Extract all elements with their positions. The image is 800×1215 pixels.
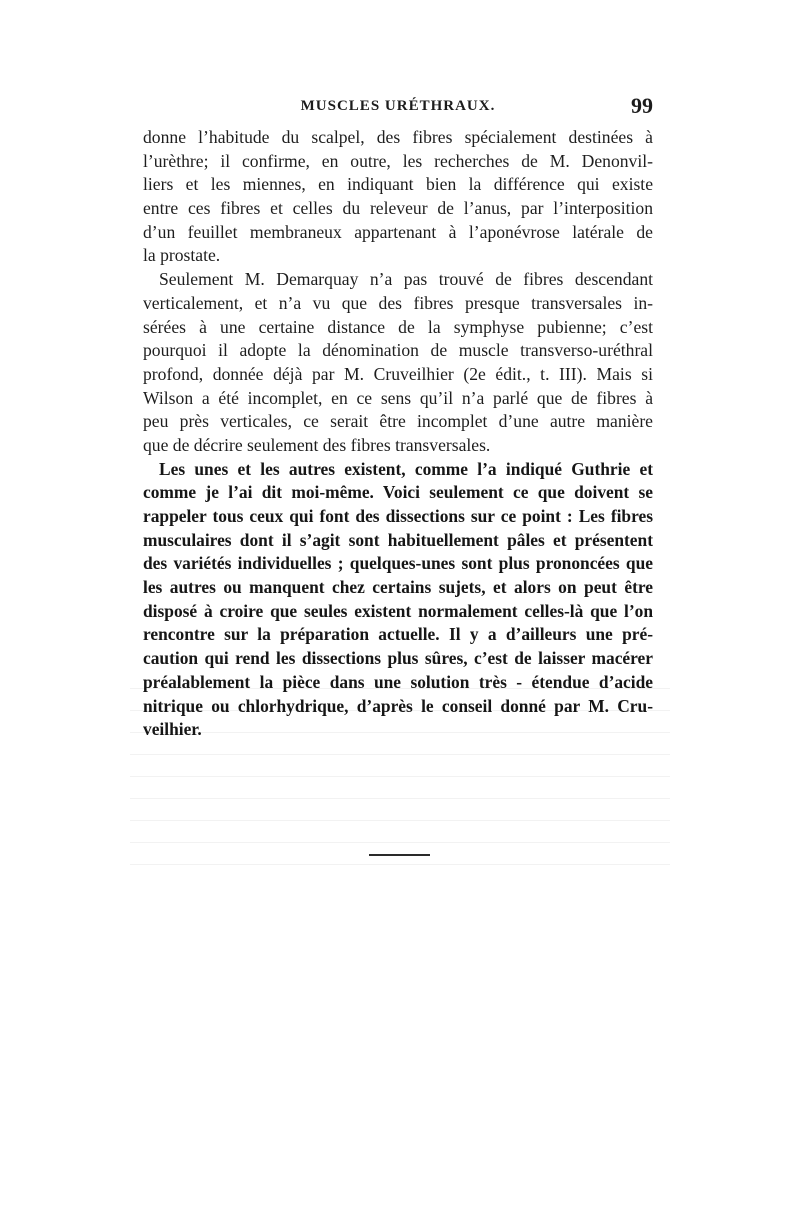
text-line: Les unes et les autres existent, comme l’a indiqué Guthrie et bbox=[159, 458, 653, 479]
text-line: d’un feuillet membraneux appartenant à l’aponévrose latérale de bbox=[143, 221, 653, 242]
text-line: des variétés individuelles ; quelques-unes sont plus prononcées que bbox=[143, 553, 653, 574]
running-title: MUSCLES URÉTHRAUX. bbox=[300, 98, 496, 114]
text-line: donne l’habitude du scalpel, des fibres spécialement destinées à bbox=[143, 127, 653, 147]
text-line: verticalement, et n’a vu que des fibres presque transversales in- bbox=[143, 292, 653, 313]
bleed-through-shadow bbox=[130, 688, 670, 873]
body-text bbox=[143, 126, 653, 742]
text-line: les autres ou manquent chez certains sujets, et alors on peut être bbox=[143, 577, 653, 598]
page-number: 99 bbox=[631, 93, 653, 118]
text-line: liers et les miennes, en indiquant bien la différence qui existe bbox=[143, 174, 653, 195]
text-line: la prostate. bbox=[143, 245, 221, 266]
text-line: pourquoi il adopte la dénomination de muscle transverso-uréthral bbox=[143, 340, 653, 361]
section-end-rule bbox=[369, 854, 430, 856]
text-line: rencontre sur la préparation actuelle. Il y a d’ailleurs une pré- bbox=[143, 624, 653, 645]
text-line: veilhier. bbox=[143, 719, 202, 740]
text-line: Seulement M. Demarquay n’a pas trouvé de fibres descendant bbox=[159, 269, 653, 290]
text-line: musculaires dont il s’agit sont habituellement pâles et présentent bbox=[143, 529, 653, 550]
text-line: caution qui rend les dissections plus sûres, c’est de laisser macérer bbox=[143, 648, 653, 669]
text-line: entre ces fibres et celles du releveur de l’anus, par l’interposition bbox=[143, 198, 653, 219]
paragraph-2 bbox=[143, 268, 653, 458]
paragraph-1 bbox=[143, 126, 653, 268]
text-line: comme je l’ai dit moi-même. Voici seulement ce que doivent se bbox=[143, 482, 653, 503]
text-line: que de décrire seulement des fibres transversales. bbox=[143, 434, 491, 455]
text-line: préalablement la pièce dans une solution très - étendue d’acide bbox=[143, 671, 653, 692]
text-line: disposé à croire que seules existent normalement celles-là que l’on bbox=[143, 600, 653, 621]
text-line: peu près verticales, ce serait être incomplet d’une autre manière bbox=[143, 411, 653, 432]
text-line: nitrique ou chlorhydrique, d’après le conseil donné par M. Cru- bbox=[143, 695, 653, 716]
running-head bbox=[143, 93, 653, 120]
text-line: profond, donnée déjà par M. Cruveilhier (2e édit., t. III). Mais si bbox=[143, 363, 653, 384]
text-line: l’urèthre; il confirme, en outre, les recherches de M. Denonvil- bbox=[143, 150, 653, 171]
text-line: rappeler tous ceux qui font des dissections sur ce point : Les fibres bbox=[143, 506, 653, 526]
text-line: sérées à une certaine distance de la symphyse pubienne; c’est bbox=[143, 316, 653, 337]
text-line: Wilson a été incomplet, en ce sens qu’il n’a parlé que de fibres à bbox=[143, 387, 653, 408]
